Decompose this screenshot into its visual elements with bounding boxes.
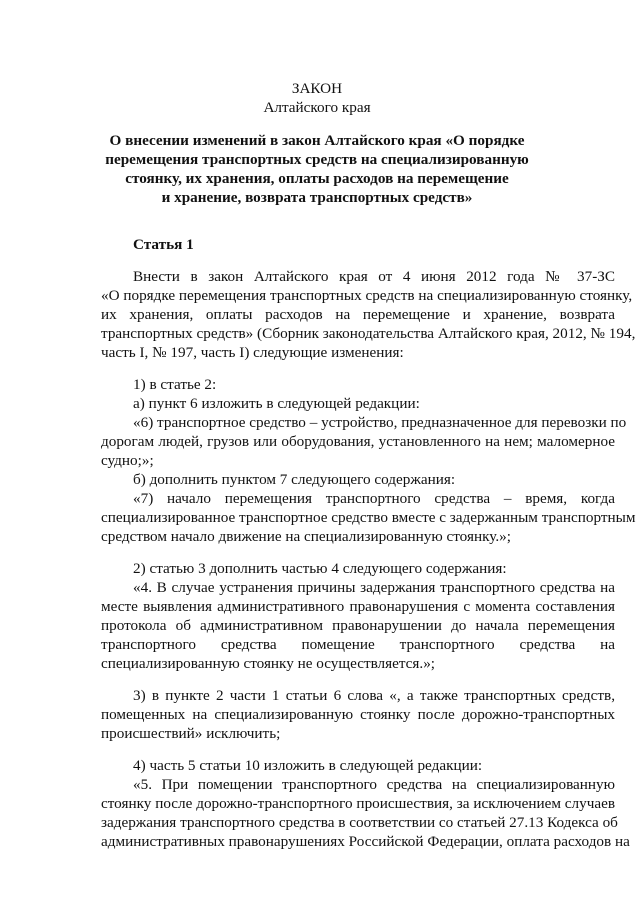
item2-line: специализированную стоянку не осуществляется.»; <box>101 655 436 672</box>
intro-line: их хранения, оплаты расходов на перемещение и хранение, возврата <box>101 306 615 323</box>
item4-line: стоянку после дорожно-транспортного происшествия, за исключением случаев <box>101 795 615 812</box>
law-title: ЗАКОН <box>291 80 343 97</box>
item4-line: 4) часть 5 статьи 10 изложить в следующей редакции: <box>133 757 483 774</box>
item2-line: протокола об административном правонарушении до начала перемещения <box>101 617 615 634</box>
item3-line: происшествий» исключить; <box>101 725 281 742</box>
item4-line: задержания транспортного средства в соответствии со статьей 27.13 Кодекса об <box>101 814 618 831</box>
item2-line: транспортного средства помещение транспортного средства на <box>101 636 615 653</box>
law-region: Алтайского края <box>263 99 371 116</box>
item2-line: месте выявления административного правонарушения с момента составления <box>101 598 615 615</box>
item3-line: 3) в пункте 2 части 1 статьи 6 слова «, а также транспортных средств, <box>133 687 615 704</box>
heading-line: стоянку, их хранения, оплаты расходов на перемещение <box>125 170 509 187</box>
item1-line: б) дополнить пунктом 7 следующего содержания: <box>133 471 456 488</box>
item1-line: а) пункт 6 изложить в следующей редакции: <box>133 395 420 412</box>
intro-line: Внести в закон Алтайского края от 4 июня 2012 года № 37-ЗС <box>133 268 615 285</box>
heading-line: и хранение, возврата транспортных средств» <box>161 189 473 206</box>
heading-line: О внесении изменений в закон Алтайского края «О порядке <box>109 132 525 149</box>
item4-line: административных правонарушениях Российской Федерации, оплата расходов на <box>101 833 630 850</box>
item2-line: «4. В случае устранения причины задержания транспортного средства на <box>133 579 615 596</box>
intro-line: «О порядке перемещения транспортных средств на специализированную стоянку, <box>101 287 633 304</box>
article-heading: Статья 1 <box>133 236 194 253</box>
item1-line: дорогам людей, грузов или оборудования, установленного на нем; маломерное <box>101 433 615 450</box>
item4-line: «5. При помещении транспортного средства на специализированную <box>133 776 615 793</box>
item1-line: «7) начало перемещения транспортного средства – время, когда <box>133 490 615 507</box>
item1-line: «6) транспортное средство – устройство, предназначенное для перевозки по <box>133 414 627 431</box>
item1-line: специализированное транспортное средство вместе с задержанным транспортным <box>101 509 636 526</box>
item2-line: 2) статью 3 дополнить частью 4 следующего содержания: <box>133 560 507 577</box>
item1-line: судно;»; <box>101 452 154 469</box>
item1-line: средством начало движение на специализированную стоянку.»; <box>101 528 511 545</box>
intro-line: часть I, № 197, часть I) следующие изменения: <box>101 344 404 361</box>
item1-line: 1) в статье 2: <box>133 376 217 393</box>
intro-line: транспортных средств» (Сборник законодательства Алтайского края, 2012, № 194, <box>101 325 636 342</box>
item3-line: помещенных на специализированную стоянку после дорожно-транспортных <box>101 706 615 723</box>
heading-line: перемещения транспортных средств на специализированную <box>105 151 529 168</box>
